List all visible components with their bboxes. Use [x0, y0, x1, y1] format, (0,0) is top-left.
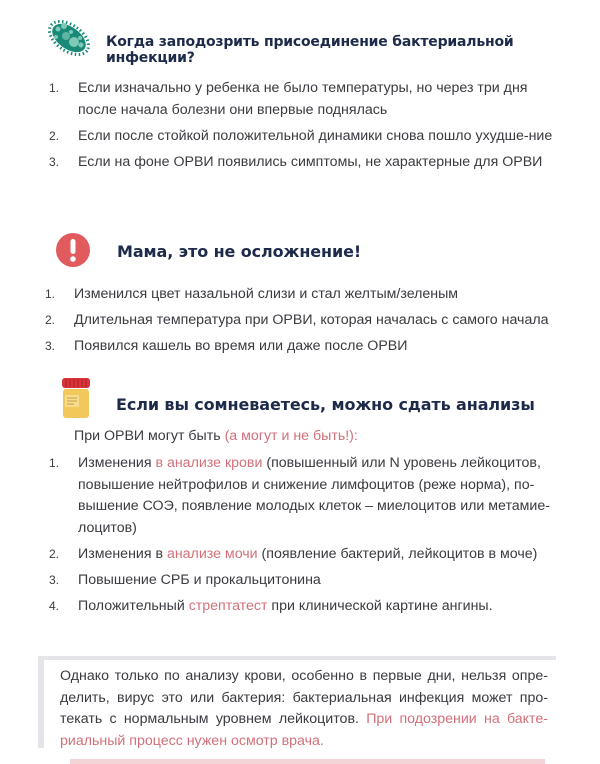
bacterial-signs-list	[49, 77, 568, 173]
list-item: 1. Изменился цвет назальной слизи и стал желтым/зеленым	[45, 286, 459, 302]
specimen-jar-icon	[61, 377, 91, 419]
note-callout	[38, 656, 556, 748]
list-item: 2. Длительная температура при ОРВИ, которая началась с самого начала	[45, 312, 549, 328]
bacteria-icon	[44, 14, 94, 62]
exclamation-icon	[55, 232, 91, 268]
list-item: 1. Изменения в анализе крови (повышенный или N уровень лейкоцитов, повышение нейтрофилов и снижение лимфоцитов (реже норма), по-вышение СОЭ, появление молодых клеток – миелоцитов или метамие-лоцитов)	[49, 455, 550, 536]
note-text: Однако только по анализу крови, особенно в первые дни, нельзя опре-делить, вирус это или бактерия: бактериальная инфекция может про-текать с нормальным уровнем лейкоцитов. При подозрении на бакте-риальный процесс нужен осмотр врача.	[60, 668, 548, 749]
list-item: 3. Появился кашель во время или даже после ОРВИ	[45, 338, 408, 354]
tests-list	[49, 453, 568, 617]
next-callout-border	[70, 759, 545, 764]
not-complication-list	[45, 283, 594, 357]
section3-heading: Если вы сомневаетесь, можно сдать анализы	[116, 395, 535, 414]
section1-heading: Когда заподозрить присоединение бактериальной инфекции?	[106, 34, 514, 66]
list-item: 2. Изменения в анализе мочи (появление бактерий, лейкоцитов в моче)	[49, 546, 538, 562]
list-item: 3. Если на фоне ОРВИ появились симптомы, не характерные для ОРВИ	[49, 154, 543, 170]
list-item: 1. Если изначально у ребенка не было температуры, но через три дня после начала болезни они впервые поднялась	[49, 80, 528, 118]
section2-heading: Мама, это не осложнение!	[117, 242, 362, 261]
list-item: 2. Если после стойкой положительной динамики снова пошло ухудше-ние	[49, 128, 553, 144]
list-item: 3. Повышение СРБ и прокальцитонина	[49, 572, 321, 588]
tests-intro: При ОРВИ могут быть (а могут и не быть!):	[74, 428, 358, 444]
list-item: 4. Положительный стрептатест при клинической картине ангины.	[49, 598, 493, 614]
